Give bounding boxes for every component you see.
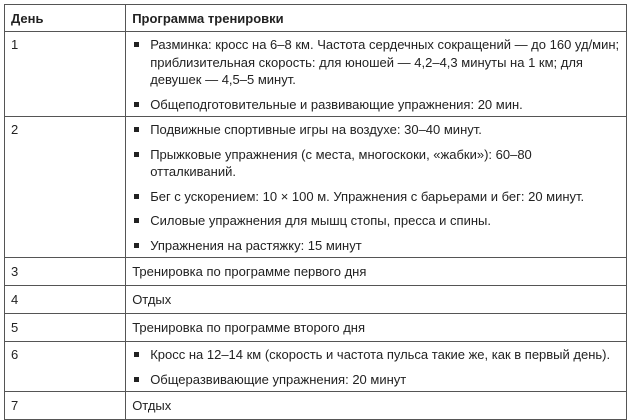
bullet-icon xyxy=(134,102,139,107)
day-cell: 2 xyxy=(5,117,126,258)
day-cell: 3 xyxy=(5,258,126,286)
bullet-icon xyxy=(134,377,139,382)
program-cell xyxy=(126,117,627,258)
bullet-icon xyxy=(134,194,139,199)
table-row xyxy=(5,286,627,314)
training-table xyxy=(4,4,627,420)
list-item: Разминка: кросс на 6–8 км. Частота сердечных сокращений — до 160 уд/мин; приблизительная скорость: для юношей — 4,2–4,3 минуты на 1 км; для девушек — 4,5–5 минут. xyxy=(132,36,620,89)
list-item: Бег с ускорением: 10 × 100 м. Упражнения с барьерами и бег: 20 минут. xyxy=(132,188,620,206)
day-cell: 5 xyxy=(5,314,126,342)
list-item: Упражнения на растяжку: 15 минут xyxy=(132,237,620,255)
day-cell: 7 xyxy=(5,392,126,420)
table-row xyxy=(5,314,627,342)
day-cell: 6 xyxy=(5,342,126,392)
header-day: День xyxy=(5,5,126,32)
program-cell: Тренировка по программе первого дня xyxy=(126,258,627,286)
bullet-icon xyxy=(134,42,139,47)
list-item: Подвижные спортивные игры на воздухе: 30–40 минут. xyxy=(132,121,620,139)
table-row xyxy=(5,258,627,286)
table-row xyxy=(5,342,627,392)
program-cell xyxy=(126,342,627,392)
bullet-icon xyxy=(134,127,139,132)
list-item: Силовые упражнения для мышц стопы, пресса и спины. xyxy=(132,212,620,230)
bullet-icon xyxy=(134,352,139,357)
program-cell: Отдых xyxy=(126,286,627,314)
list-item: Прыжковые упражнения (с места, многоскоки, «жабки»): 60–80 отталкиваний. xyxy=(132,146,620,181)
program-cell: Тренировка по программе второго дня xyxy=(126,314,627,342)
day-cell: 1 xyxy=(5,32,126,117)
program-cell: Отдых xyxy=(126,392,627,420)
table-row xyxy=(5,32,627,117)
bullet-icon xyxy=(134,218,139,223)
list-item: Общеразвивающие упражнения: 20 минут xyxy=(132,371,620,389)
table-row xyxy=(5,392,627,420)
header-row xyxy=(5,5,627,32)
list-item: Общеподготовительные и развивающие упражнения: 20 мин. xyxy=(132,96,620,114)
bullet-icon xyxy=(134,152,139,157)
table-row xyxy=(5,117,627,258)
day-cell: 4 xyxy=(5,286,126,314)
list-item: Кросс на 12–14 км (скорость и частота пульса такие же, как в первый день). xyxy=(132,346,620,364)
header-program: Программа тренировки xyxy=(126,5,627,32)
bullet-icon xyxy=(134,243,139,248)
program-cell xyxy=(126,32,627,117)
